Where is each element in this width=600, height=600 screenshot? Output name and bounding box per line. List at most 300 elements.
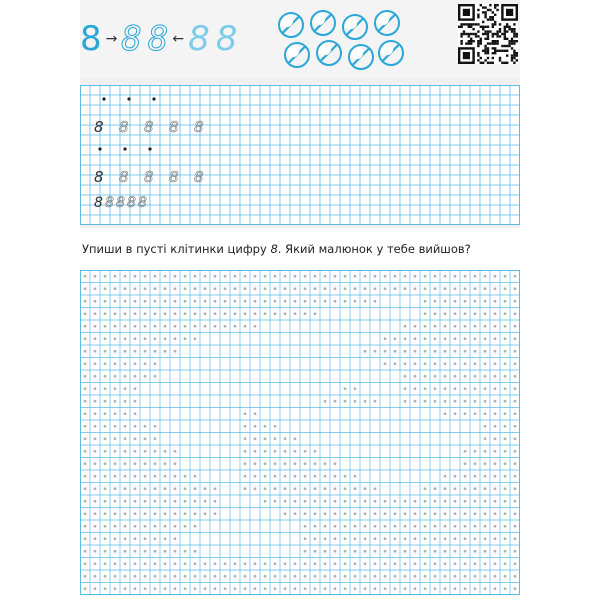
- cell-dot: [394, 350, 397, 353]
- cell-dot: [194, 325, 197, 328]
- practice-digit-trace: 8: [144, 118, 154, 136]
- cell-dot: [464, 362, 467, 365]
- cell-dot: [284, 475, 287, 478]
- cell-dot: [124, 425, 127, 428]
- cell-dot: [134, 537, 137, 540]
- cell-dot: [434, 350, 437, 353]
- cell-dot: [494, 550, 497, 553]
- cell-dot: [94, 512, 97, 515]
- cell-dot: [174, 587, 177, 590]
- qr-module: [487, 38, 489, 40]
- cell-dot: [354, 287, 357, 290]
- cell-dot: [384, 550, 387, 553]
- ball-icon: [284, 42, 310, 68]
- cell-dot: [384, 350, 387, 353]
- cell-dot: [424, 387, 427, 390]
- qr-module: [487, 30, 489, 32]
- qr-module: [480, 57, 482, 59]
- cell-dot: [214, 275, 217, 278]
- cell-dot: [134, 375, 137, 378]
- cell-dot: [374, 300, 377, 303]
- cell-dot: [324, 300, 327, 303]
- cell-dot: [354, 500, 357, 503]
- cell-dot: [384, 525, 387, 528]
- cell-dot: [504, 475, 507, 478]
- cell-dot: [504, 337, 507, 340]
- cell-dot: [384, 362, 387, 365]
- cell-dot: [494, 387, 497, 390]
- cell-dot: [174, 300, 177, 303]
- cell-dot: [514, 437, 517, 440]
- cell-dot: [154, 450, 157, 453]
- cell-dot: [264, 425, 267, 428]
- cell-dot: [334, 287, 337, 290]
- cell-dot: [264, 487, 267, 490]
- cell-dot: [154, 475, 157, 478]
- cell-dot: [474, 312, 477, 315]
- qr-module: [489, 18, 491, 20]
- qr-module: [513, 42, 515, 44]
- qr-module: [506, 30, 508, 32]
- cell-dot: [484, 475, 487, 478]
- cell-dot: [134, 412, 137, 415]
- cell-dot: [474, 375, 477, 378]
- cell-dot: [134, 487, 137, 490]
- qr-module: [489, 62, 491, 64]
- cell-dot: [464, 350, 467, 353]
- practice-digit-trace: 8: [119, 168, 129, 186]
- cell-dot: [154, 275, 157, 278]
- cell-dot: [124, 537, 127, 540]
- cell-dot: [344, 500, 347, 503]
- cell-dot: [414, 400, 417, 403]
- cell-dot: [144, 462, 147, 465]
- cell-dot: [94, 287, 97, 290]
- cell-dot: [294, 575, 297, 578]
- qr-module: [487, 33, 489, 35]
- ball-icon: [342, 14, 368, 40]
- cell-dot: [314, 275, 317, 278]
- cell-dot: [514, 350, 517, 353]
- ball-icon: [378, 40, 404, 66]
- cell-dot: [494, 575, 497, 578]
- cell-dot: [304, 487, 307, 490]
- cell-dot: [274, 475, 277, 478]
- cell-dot: [454, 337, 457, 340]
- cell-dot: [464, 550, 467, 553]
- cell-dot: [494, 287, 497, 290]
- cell-dot: [214, 312, 217, 315]
- practice-digit-trace: 8: [169, 168, 179, 186]
- cell-dot: [284, 300, 287, 303]
- ball-icon: [278, 12, 304, 38]
- cell-dot: [494, 437, 497, 440]
- cell-dot: [104, 362, 107, 365]
- cell-dot: [484, 362, 487, 365]
- cell-dot: [84, 300, 87, 303]
- cell-dot: [134, 575, 137, 578]
- cell-dot: [104, 525, 107, 528]
- cell-dot: [234, 325, 237, 328]
- cell-dot: [104, 412, 107, 415]
- cell-dot: [94, 437, 97, 440]
- cell-dot: [254, 437, 257, 440]
- cell-dot: [84, 475, 87, 478]
- cell-dot: [314, 462, 317, 465]
- cell-dot: [164, 337, 167, 340]
- cell-dot: [324, 487, 327, 490]
- qr-module: [492, 52, 494, 54]
- cell-dot: [114, 512, 117, 515]
- puzzle-grid[interactable]: [80, 270, 520, 595]
- qr-module: [492, 62, 494, 64]
- cell-dot: [484, 375, 487, 378]
- cell-dot: [384, 275, 387, 278]
- cell-dot: [354, 562, 357, 565]
- cell-dot: [344, 587, 347, 590]
- qr-code-icon[interactable]: [458, 4, 518, 64]
- practice-digit-trace: 8: [138, 195, 147, 211]
- qr-module: [499, 23, 501, 25]
- cell-dot: [434, 400, 437, 403]
- cell-dot: [84, 362, 87, 365]
- cell-dot: [214, 325, 217, 328]
- cell-dot: [164, 350, 167, 353]
- qr-module: [496, 50, 498, 52]
- cell-dot: [144, 337, 147, 340]
- cell-dot: [514, 400, 517, 403]
- cell-dot: [354, 525, 357, 528]
- cell-dot: [454, 587, 457, 590]
- cell-dot: [474, 350, 477, 353]
- cell-dot: [174, 462, 177, 465]
- cell-dot: [394, 575, 397, 578]
- cell-dot: [404, 537, 407, 540]
- cell-dot: [474, 550, 477, 553]
- cell-dot: [114, 362, 117, 365]
- cell-dot: [84, 387, 87, 390]
- qr-module: [484, 59, 486, 61]
- cell-dot: [364, 487, 367, 490]
- qr-module: [511, 59, 513, 61]
- cell-dot: [434, 550, 437, 553]
- practice-grid[interactable]: [80, 85, 520, 225]
- cell-dot: [114, 437, 117, 440]
- cell-dot: [294, 312, 297, 315]
- cell-dot: [494, 500, 497, 503]
- cell-dot: [434, 362, 437, 365]
- qr-module: [477, 23, 479, 25]
- cell-dot: [124, 362, 127, 365]
- cell-dot: [174, 487, 177, 490]
- cell-dot: [124, 550, 127, 553]
- cell-dot: [234, 587, 237, 590]
- cell-dot: [314, 450, 317, 453]
- cell-dot: [494, 512, 497, 515]
- cell-dot: [464, 462, 467, 465]
- practice-digit-trace: 8: [169, 118, 179, 136]
- cell-dot: [244, 300, 247, 303]
- cell-dot: [444, 500, 447, 503]
- cell-dot: [94, 500, 97, 503]
- cell-dot: [404, 550, 407, 553]
- qr-module: [472, 33, 474, 35]
- cell-dot: [144, 425, 147, 428]
- cell-dot: [304, 550, 307, 553]
- cell-dot: [334, 550, 337, 553]
- qr-module: [477, 54, 479, 56]
- cell-dot: [434, 300, 437, 303]
- qr-module: [489, 42, 491, 44]
- cell-dot: [264, 500, 267, 503]
- cell-dot: [424, 512, 427, 515]
- cell-dot: [354, 387, 357, 390]
- cell-dot: [234, 300, 237, 303]
- cell-dot: [254, 450, 257, 453]
- cell-dot: [514, 412, 517, 415]
- cell-dot: [394, 525, 397, 528]
- cell-dot: [204, 487, 207, 490]
- cell-dot: [294, 462, 297, 465]
- cell-dot: [354, 537, 357, 540]
- cell-dot: [474, 325, 477, 328]
- cell-dot: [114, 312, 117, 315]
- cell-dot: [244, 425, 247, 428]
- cell-dot: [194, 500, 197, 503]
- cell-dot: [284, 462, 287, 465]
- cell-dot: [454, 362, 457, 365]
- cell-dot: [154, 562, 157, 565]
- cell-dot: [154, 300, 157, 303]
- qr-module: [508, 26, 510, 28]
- cell-dot: [414, 525, 417, 528]
- cell-dot: [104, 437, 107, 440]
- cell-dot: [354, 400, 357, 403]
- cell-dot: [194, 475, 197, 478]
- cell-dot: [144, 275, 147, 278]
- cell-dot: [144, 475, 147, 478]
- cell-dot: [474, 475, 477, 478]
- cell-dot: [424, 275, 427, 278]
- cell-dot: [94, 325, 97, 328]
- qr-module: [475, 33, 477, 35]
- practice-digit-trace: 8: [194, 168, 204, 186]
- cell-dot: [124, 275, 127, 278]
- cell-dot: [464, 562, 467, 565]
- cell-dot: [294, 500, 297, 503]
- cell-dot: [124, 312, 127, 315]
- cell-dot: [144, 587, 147, 590]
- cell-dot: [464, 525, 467, 528]
- cell-dot: [94, 412, 97, 415]
- qr-module: [489, 9, 491, 11]
- cell-dot: [134, 287, 137, 290]
- cell-dot: [454, 325, 457, 328]
- cell-dot: [254, 575, 257, 578]
- cell-dot: [324, 537, 327, 540]
- qr-module: [511, 40, 513, 42]
- cell-dot: [404, 325, 407, 328]
- cell-dot: [394, 275, 397, 278]
- cell-dot: [304, 462, 307, 465]
- cell-dot: [164, 287, 167, 290]
- qr-module: [470, 26, 472, 28]
- qr-module: [477, 45, 479, 47]
- cell-dot: [494, 487, 497, 490]
- cell-dot: [284, 562, 287, 565]
- qr-module: [480, 40, 482, 42]
- cell-dot: [434, 575, 437, 578]
- cell-dot: [94, 450, 97, 453]
- cell-dot: [244, 562, 247, 565]
- qr-module: [504, 26, 506, 28]
- cell-dot: [104, 387, 107, 390]
- practice-digit-trace: 8: [127, 195, 136, 211]
- cell-dot: [374, 400, 377, 403]
- cell-dot: [324, 500, 327, 503]
- cell-dot: [284, 512, 287, 515]
- qr-module: [468, 40, 470, 42]
- cell-dot: [514, 425, 517, 428]
- cell-dot: [84, 400, 87, 403]
- cell-dot: [164, 462, 167, 465]
- cell-dot: [144, 500, 147, 503]
- cell-dot: [454, 550, 457, 553]
- qr-module: [511, 38, 513, 40]
- qr-module: [504, 50, 506, 52]
- cell-dot: [474, 575, 477, 578]
- cell-dot: [484, 450, 487, 453]
- cell-dot: [314, 312, 317, 315]
- cell-dot: [434, 500, 437, 503]
- qr-module: [482, 21, 484, 23]
- cell-dot: [504, 312, 507, 315]
- qr-module: [463, 33, 465, 35]
- cell-dot: [484, 550, 487, 553]
- cell-dot: [334, 400, 337, 403]
- ball-icon: [316, 40, 342, 66]
- sequence-digit-plain: 8: [215, 19, 238, 59]
- cell-dot: [154, 487, 157, 490]
- cell-dot: [254, 562, 257, 565]
- qr-module: [513, 50, 515, 52]
- cell-dot: [114, 400, 117, 403]
- cell-dot: [154, 537, 157, 540]
- cell-dot: [84, 537, 87, 540]
- cell-dot: [504, 587, 507, 590]
- cell-dot: [364, 575, 367, 578]
- cell-dot: [224, 287, 227, 290]
- cell-dot: [404, 562, 407, 565]
- cell-dot: [304, 450, 307, 453]
- qr-module: [484, 14, 486, 16]
- cell-dot: [484, 412, 487, 415]
- qr-module: [492, 47, 494, 49]
- cell-dot: [514, 275, 517, 278]
- cell-dot: [404, 362, 407, 365]
- cell-dot: [404, 500, 407, 503]
- cell-dot: [94, 487, 97, 490]
- cell-dot: [494, 525, 497, 528]
- cell-dot: [384, 575, 387, 578]
- cell-dot: [104, 312, 107, 315]
- cell-dot: [174, 562, 177, 565]
- cell-dot: [404, 525, 407, 528]
- cell-dot: [184, 287, 187, 290]
- qr-module: [472, 28, 474, 30]
- qr-module: [468, 33, 470, 35]
- cell-dot: [304, 575, 307, 578]
- cell-dot: [334, 462, 337, 465]
- qr-module: [484, 33, 486, 35]
- cell-dot: [254, 300, 257, 303]
- qr-module: [513, 28, 515, 30]
- cell-dot: [324, 562, 327, 565]
- cell-dot: [514, 475, 517, 478]
- cell-dot: [94, 312, 97, 315]
- qr-module: [504, 35, 506, 37]
- cell-dot: [374, 587, 377, 590]
- cell-dot: [214, 487, 217, 490]
- cell-dot: [234, 287, 237, 290]
- cell-dot: [344, 575, 347, 578]
- cell-dot: [434, 587, 437, 590]
- cell-dot: [444, 525, 447, 528]
- cell-dot: [224, 575, 227, 578]
- qr-module: [513, 54, 515, 56]
- qr-module: [494, 40, 496, 42]
- cell-dot: [294, 450, 297, 453]
- cell-dot: [504, 450, 507, 453]
- qr-module: [484, 47, 486, 49]
- qr-module: [477, 16, 479, 18]
- cell-dot: [94, 337, 97, 340]
- cell-dot: [134, 425, 137, 428]
- cell-dot: [124, 387, 127, 390]
- cell-dot: [124, 525, 127, 528]
- ball-icon: [310, 10, 336, 36]
- cell-dot: [264, 587, 267, 590]
- qr-module: [477, 35, 479, 37]
- qr-module: [482, 11, 484, 13]
- qr-module: [494, 6, 496, 8]
- cell-dot: [204, 587, 207, 590]
- cell-dot: [514, 512, 517, 515]
- qr-module: [482, 6, 484, 8]
- qr-module: [482, 62, 484, 64]
- cell-dot: [104, 287, 107, 290]
- cell-dot: [324, 512, 327, 515]
- cell-dot: [404, 287, 407, 290]
- cell-dot: [344, 400, 347, 403]
- qr-module: [484, 50, 486, 52]
- cell-dot: [344, 300, 347, 303]
- qr-module: [492, 35, 494, 37]
- cell-dot: [244, 325, 247, 328]
- cell-dot: [354, 550, 357, 553]
- cell-dot: [184, 337, 187, 340]
- qr-module: [494, 21, 496, 23]
- cell-dot: [464, 412, 467, 415]
- cell-dot: [104, 575, 107, 578]
- cell-dot: [394, 537, 397, 540]
- cell-dot: [224, 300, 227, 303]
- cell-dot: [514, 500, 517, 503]
- cell-dot: [514, 375, 517, 378]
- cell-dot: [444, 300, 447, 303]
- cell-dot: [414, 325, 417, 328]
- qr-module: [492, 42, 494, 44]
